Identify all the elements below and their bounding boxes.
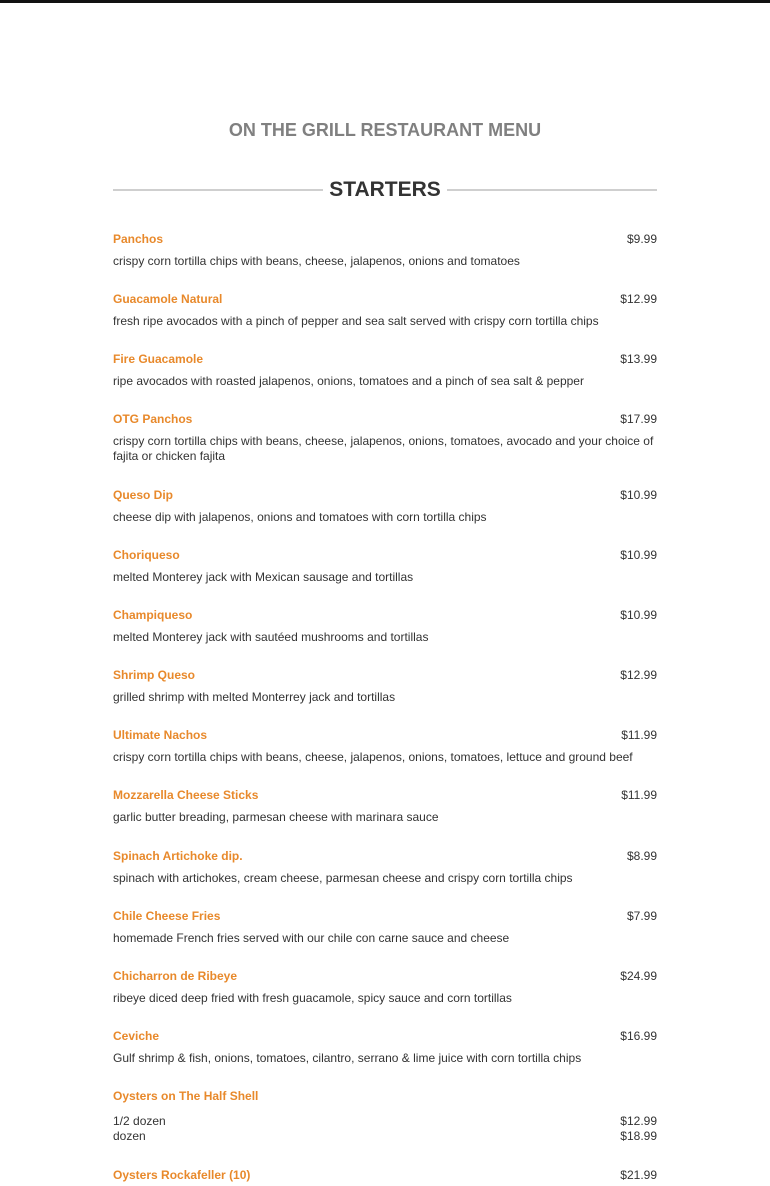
item-price: $11.99 [621, 788, 657, 802]
item-price: $11.99 [621, 728, 657, 742]
option-price: $12.99 [620, 1114, 657, 1128]
item-name: Oysters on The Half Shell [113, 1089, 259, 1103]
menu-item [113, 726, 657, 786]
menu-item-oysters [113, 1087, 657, 1166]
option-label: dozen [113, 1129, 146, 1143]
item-name: Ceviche [113, 1029, 160, 1043]
item-price: $10.99 [620, 608, 657, 622]
heading-rule-right [447, 189, 657, 191]
item-name: Queso Dip [113, 488, 174, 502]
item-description: fresh ripe avocados with a pinch of pepper and sea salt served with crispy corn tortilla chips [113, 314, 599, 328]
item-description: grilled shrimp with melted Monterrey jack and tortillas [113, 690, 396, 704]
menu-item [113, 907, 657, 967]
item-name: Chicharron de Ribeye [113, 969, 238, 983]
item-description: ribeye diced deep fried with fresh guacamole, spicy sauce and corn tortillas [113, 991, 512, 1005]
menu-item-rockefeller [113, 1166, 657, 1186]
item-name: Chile Cheese Fries [113, 909, 221, 923]
item-price: $16.99 [620, 1029, 657, 1043]
item-name: Panchos [113, 232, 164, 246]
item-name: Champiqueso [113, 608, 193, 622]
item-price: $12.99 [620, 292, 657, 306]
item-name: Oysters Rockafeller (10) [113, 1168, 251, 1182]
menu-item [113, 666, 657, 726]
item-price: $21.99 [620, 1168, 657, 1182]
item-name: Shrimp Queso [113, 668, 196, 682]
item-price: $17.99 [620, 412, 657, 426]
option-price: $18.99 [620, 1129, 657, 1143]
menu-item [113, 350, 657, 410]
item-price: $10.99 [620, 488, 657, 502]
menu-item [113, 967, 657, 1027]
item-price: $9.99 [626, 232, 657, 246]
item-name: Guacamole Natural [113, 292, 223, 306]
menu-item [113, 546, 657, 606]
item-price: $7.99 [626, 909, 657, 923]
item-description: melted Monterey jack with Mexican sausage and tortillas [113, 570, 414, 584]
item-description: crispy corn tortilla chips with beans, cheese, jalapenos, onions, tomatoes, avocado and your choice of fajita or chicken fajita [113, 434, 654, 463]
menu-item [113, 1027, 657, 1087]
menu-item [113, 847, 657, 907]
item-description: garlic butter breading, parmesan cheese with marinara sauce [113, 810, 439, 824]
item-name: Ultimate Nachos [113, 728, 208, 742]
item-price: $10.99 [620, 548, 657, 562]
item-description: ripe avocados with roasted jalapenos, onions, tomatoes and a pinch of sea salt & pepper [113, 374, 584, 388]
menu-item [113, 786, 657, 847]
item-description: crispy corn tortilla chips with beans, cheese, jalapenos, onions, tomatoes, lettuce and ground beef [113, 750, 633, 764]
option-row [113, 1129, 657, 1144]
item-description: spinach with artichokes, cream cheese, parmesan cheese and crispy corn tortilla chips [113, 871, 573, 885]
menu-items-list [113, 230, 657, 1186]
item-description: crispy corn tortilla chips with beans, cheese, jalapenos, onions and tomatoes [113, 254, 520, 268]
option-label: 1/2 dozen [113, 1114, 166, 1128]
item-price: $12.99 [620, 668, 657, 682]
item-name: Mozzarella Cheese Sticks [113, 788, 259, 802]
item-price: $8.99 [626, 849, 657, 863]
item-description: homemade French fries served with our chile con carne sauce and cheese [113, 931, 510, 945]
item-price: $13.99 [620, 352, 657, 366]
item-name: Fire Guacamole [113, 352, 204, 366]
item-price: $24.99 [620, 969, 657, 983]
item-name: Spinach Artichoke dip. [113, 849, 243, 863]
item-description: melted Monterey jack with sautéed mushrooms and tortillas [113, 630, 429, 644]
item-name: Choriqueso [113, 548, 180, 562]
item-name: OTG Panchos [113, 412, 193, 426]
section-heading-starters [113, 176, 657, 204]
menu-item [113, 230, 657, 290]
item-description: Gulf shrimp & fish, onions, tomatoes, cilantro, serrano & lime juice with corn tortilla chips [113, 1051, 582, 1065]
item-options [113, 1114, 657, 1144]
item-description: cheese dip with jalapenos, onions and tomatoes with corn tortilla chips [113, 510, 487, 524]
heading-rule-left [113, 189, 323, 191]
menu-item [113, 290, 657, 350]
top-border [0, 0, 770, 3]
menu-item [113, 606, 657, 666]
page-title: ON THE GRILL RESTAURANT MENU [228, 120, 542, 140]
menu-item [113, 410, 657, 486]
menu-item [113, 486, 657, 546]
option-row [113, 1114, 657, 1129]
section-title: STARTERS [329, 178, 441, 201]
